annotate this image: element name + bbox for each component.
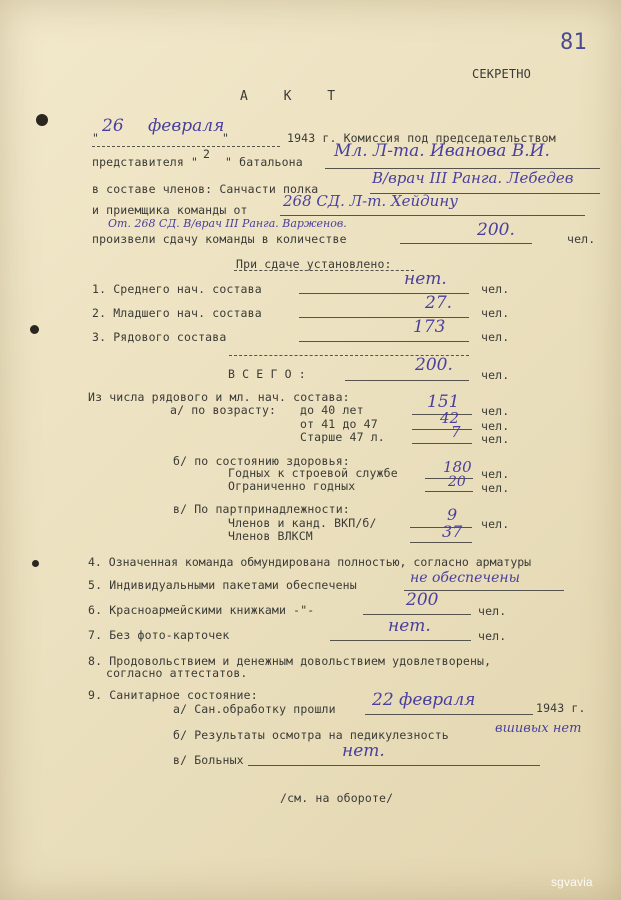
handover-count: 200. bbox=[477, 220, 515, 240]
item-5-value: не обеспечены bbox=[410, 570, 520, 586]
age-row-2-underline bbox=[412, 429, 472, 430]
row-junior-label: 2. Младшего нач. состава bbox=[92, 306, 262, 320]
established-heading: При сдаче установлено: bbox=[236, 257, 392, 271]
receiver-text: и приемщика команды от bbox=[92, 203, 248, 217]
health-label: б/ по состоянию здоровья: bbox=[173, 454, 350, 468]
item-7-value: нет. bbox=[388, 616, 431, 636]
item-9-label: 9. Санитарное состояние: bbox=[88, 688, 258, 702]
party-row-2-label: Членов ВЛКСМ bbox=[228, 529, 313, 543]
handover-text: произвели сдачу команды в количестве bbox=[92, 232, 347, 246]
classification-stamp: СЕКРЕТНО bbox=[472, 67, 531, 81]
date-quote-open: " bbox=[92, 131, 100, 145]
watermark: sgvavia bbox=[551, 875, 593, 889]
age-row-2-label: от 41 до 47 bbox=[300, 417, 378, 431]
age-row-3-underline bbox=[412, 443, 472, 444]
receiver-second-name: От. 268 СД. В/врач III Ранга. Варженов. bbox=[108, 217, 347, 230]
age-label: а/ по возрасту: bbox=[170, 403, 277, 417]
battalion-text: " батальона bbox=[225, 155, 303, 169]
handover-unit: чел. bbox=[567, 232, 596, 246]
representative-name: Мл. Л-та. Иванова В.И. bbox=[334, 141, 550, 161]
commission-text: 1943 г. Комиссия под председательством bbox=[287, 131, 556, 145]
item-9a-value: 22 февраля bbox=[372, 690, 476, 710]
row-senior-label: 1. Среднего нач. состава bbox=[92, 282, 262, 296]
row-private-unit: чел. bbox=[481, 330, 510, 344]
date-day: 26 bbox=[102, 116, 124, 136]
total-value: 200. bbox=[415, 355, 453, 375]
item-9b-label: б/ Результаты осмотра на педикулезность bbox=[173, 728, 449, 742]
age-row-3-label: Старше 47 л. bbox=[300, 430, 385, 444]
footer-note: /см. на обороте/ bbox=[280, 791, 394, 805]
health-row-2-unit: чел. bbox=[481, 481, 510, 495]
total-label: В С Е Г О : bbox=[228, 367, 306, 381]
row-junior-value: 27. bbox=[425, 293, 453, 313]
total-unit: чел. bbox=[481, 368, 510, 382]
item-8-line-1: 8. Продовольствием и денежным довольствием удовлетворены, bbox=[88, 654, 492, 668]
binder-hole bbox=[32, 560, 39, 567]
item-7-underline bbox=[330, 640, 471, 641]
item-9b-value: вшивых нет bbox=[495, 721, 582, 736]
party-row-1-underline bbox=[410, 527, 472, 528]
party-label: в/ По партпринадлежности: bbox=[173, 502, 350, 516]
document-title: А К Т bbox=[240, 89, 350, 104]
party-row-1-label: Членов и канд. ВКП/б/ bbox=[228, 516, 377, 530]
item-7-unit: чел. bbox=[478, 629, 507, 643]
date-underline bbox=[92, 146, 280, 147]
item-9c-underline bbox=[248, 765, 540, 766]
party-row-1-unit: чел. bbox=[481, 517, 510, 531]
row-senior-unit: чел. bbox=[481, 282, 510, 296]
binder-hole bbox=[30, 325, 39, 334]
party-row-2-value: 37 bbox=[442, 522, 463, 541]
health-row-2-value: 20 bbox=[448, 474, 466, 490]
item-5-label: 5. Индивидуальными пакетами обеспечены bbox=[88, 578, 357, 592]
item-6-value: 200 bbox=[406, 590, 439, 610]
member-name: В/врач III Ранга. Лебедев bbox=[372, 169, 574, 187]
battalion-number: 2 bbox=[203, 147, 210, 161]
row-junior-unit: чел. bbox=[481, 306, 510, 320]
item-8-line-2: согласно аттестатов. bbox=[106, 666, 248, 680]
health-row-2-label: Ограниченно годных bbox=[228, 479, 356, 493]
health-row-2-underline bbox=[425, 491, 473, 492]
row-private-label: 3. Рядового состава bbox=[92, 330, 227, 344]
item-9a-label: а/ Сан.обработку прошли bbox=[173, 702, 336, 716]
total-underline bbox=[345, 380, 469, 381]
age-row-1-label: до 40 лет bbox=[300, 403, 364, 417]
item-6-label: 6. Красноармейскими книжками -"- bbox=[88, 603, 315, 617]
date-quote-close: " bbox=[222, 131, 230, 145]
health-row-1-value: 180 bbox=[443, 458, 472, 476]
party-row-2-underline bbox=[410, 542, 472, 543]
item-9c-label: в/ Больных bbox=[173, 753, 244, 767]
date-month: февраля bbox=[148, 116, 225, 136]
from-number-text: Из числа рядового и мл. нач. состава: bbox=[88, 390, 350, 404]
established-underline bbox=[234, 270, 414, 271]
age-row-2-value: 42 bbox=[440, 409, 460, 427]
row-senior-value: нет. bbox=[404, 269, 447, 289]
age-row-3-unit: чел. bbox=[481, 432, 510, 446]
health-row-1-unit: чел. bbox=[481, 467, 510, 481]
party-row-1-value: 9 bbox=[447, 505, 458, 524]
item-9a-underline bbox=[365, 714, 533, 715]
health-row-1-label: Годных к строевой службе bbox=[228, 466, 398, 480]
receiver-name: 268 СД. Л-т. Хейдину bbox=[283, 192, 458, 210]
item-4-text: 4. Означенная команда обмундирована полностью, согласно арматуры bbox=[88, 555, 532, 569]
row-private-underline bbox=[299, 341, 469, 342]
item-6-underline bbox=[363, 614, 471, 615]
item-6-unit: чел. bbox=[478, 604, 507, 618]
item-9a-year: 1943 г. bbox=[536, 701, 586, 715]
item-7-label: 7. Без фото-карточек bbox=[88, 628, 230, 642]
age-row-3-value: 7 bbox=[451, 423, 461, 441]
binder-hole bbox=[36, 114, 48, 126]
age-row-1-unit: чел. bbox=[481, 404, 510, 418]
age-row-1-value: 151 bbox=[427, 392, 460, 412]
item-9c-value: нет. bbox=[342, 741, 385, 761]
handover-underline bbox=[400, 243, 532, 244]
members-text: в составе членов: Санчасти полка bbox=[92, 182, 319, 196]
representative-text: представителя " bbox=[92, 155, 199, 169]
age-row-2-unit: чел. bbox=[481, 419, 510, 433]
row-private-value: 173 bbox=[413, 317, 446, 337]
page-number: 81 bbox=[560, 30, 587, 55]
